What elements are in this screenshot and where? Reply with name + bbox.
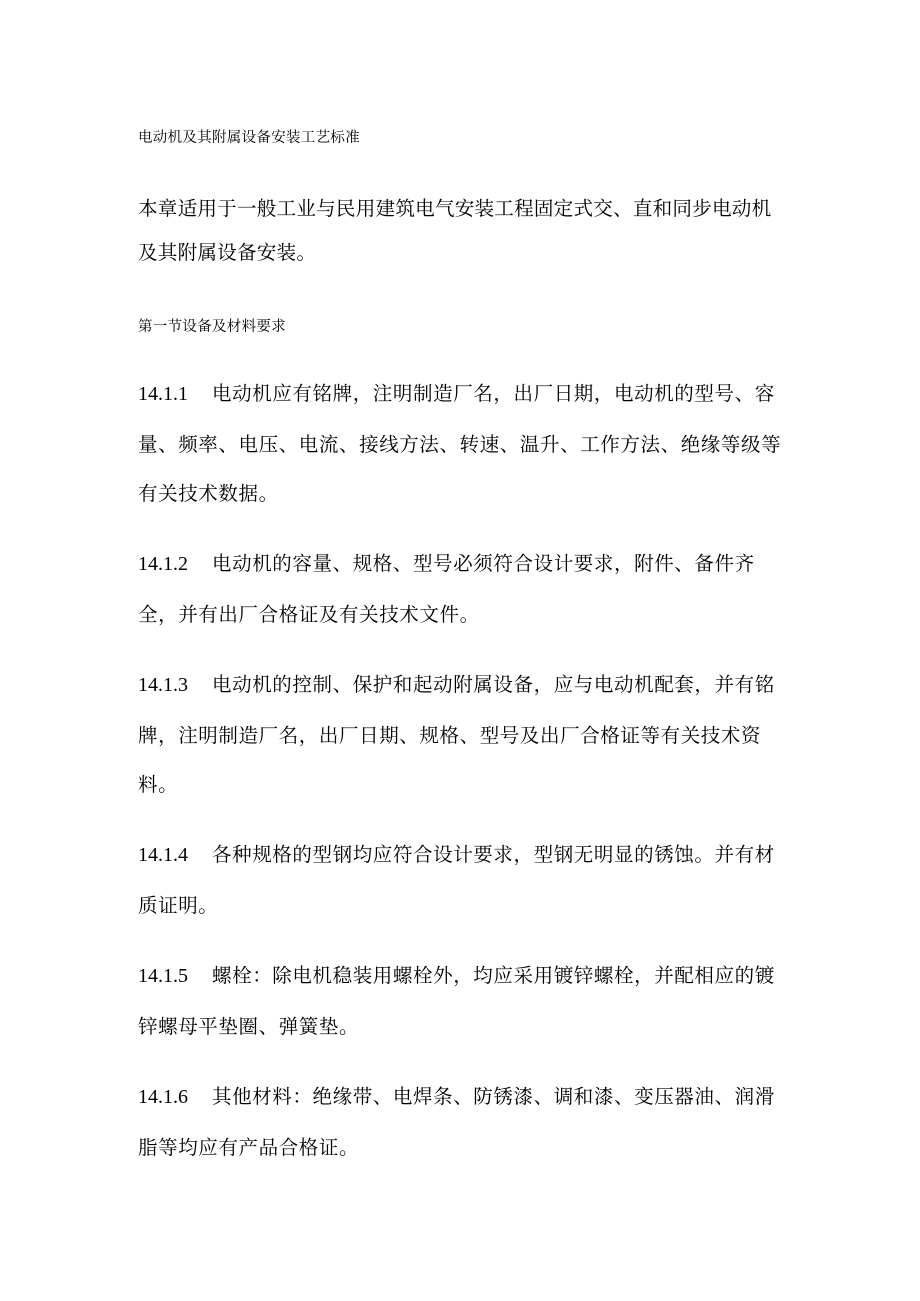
clause-14-1-6 (138, 1072, 783, 1172)
clause-14-1-5 (138, 951, 783, 1051)
clause-text: 螺栓：除电机稳装用螺栓外，均应采用镀锌螺栓，并配相应的镀锌螺母平垫圈、弹簧垫。 (138, 964, 775, 1038)
clause-14-1-2 (138, 539, 783, 639)
clause-number: 14.1.1 (138, 383, 188, 405)
clause-text: 电动机的控制、保护和起动附属设备，应与电动机配套，并有铭牌，注明制造厂名，出厂日期、规格、型号及出厂合格证等有关技术资料。 (138, 673, 775, 796)
document-title: 电动机及其附属设备安装工艺标准 (138, 130, 360, 146)
clause-14-1-4 (138, 830, 783, 930)
clause-text: 各种规格的型钢均应符合设计要求，型钢无明显的锈蚀。并有材质证明。 (138, 843, 775, 917)
clause-number: 14.1.2 (138, 553, 188, 575)
clause-14-1-3 (138, 660, 783, 810)
clause-number: 14.1.5 (138, 965, 188, 987)
clause-number: 14.1.6 (138, 1086, 188, 1108)
intro-paragraph: 本章适用于一般工业与民用建筑电气安装工程固定式交、直和同步电动机及其附属设备安装。 (138, 197, 772, 264)
clause-14-1-1 (138, 369, 783, 519)
clause-text: 电动机应有铭牌，注明制造厂名，出厂日期，电动机的型号、容量、频率、电压、电流、接线方法、转速、温升、工作方法、绝缘等级等有关技术数据。 (138, 382, 782, 505)
clause-number: 14.1.4 (138, 844, 188, 866)
clause-number: 14.1.3 (138, 674, 188, 696)
clause-text: 电动机的容量、规格、型号必须符合设计要求，附件、备件齐全，并有出厂合格证及有关技术文件。 (138, 552, 755, 626)
clause-text: 其他材料：绝缘带、电焊条、防锈漆、调和漆、变压器油、润滑脂等均应有产品合格证。 (138, 1085, 775, 1159)
section-heading: 第一节设备及材料要求 (138, 319, 286, 335)
